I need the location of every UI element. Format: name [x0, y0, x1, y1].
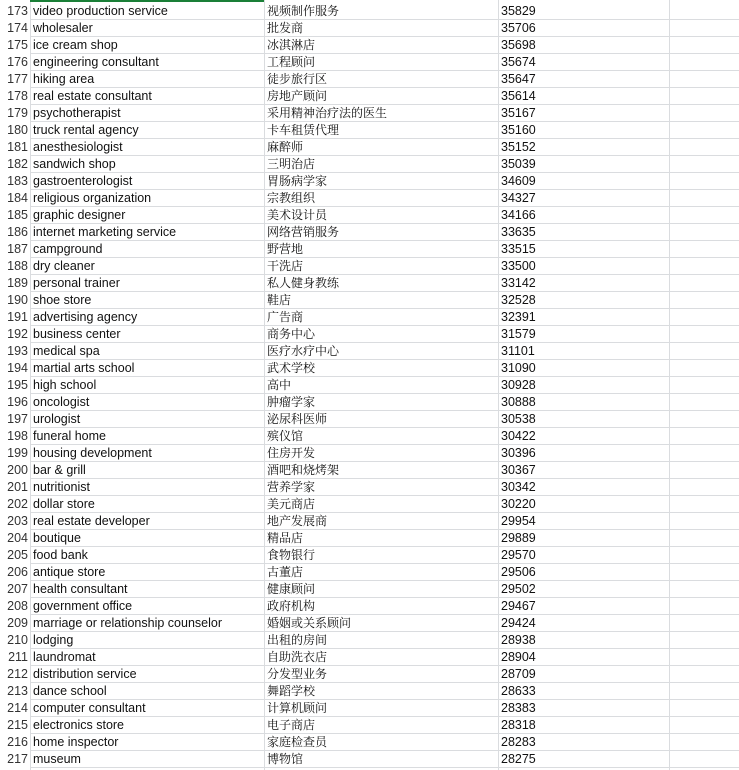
row-number[interactable]: 199 [0, 445, 30, 462]
count-cell[interactable]: 35647 [501, 72, 536, 86]
table-row[interactable] [0, 751, 739, 768]
count-cell[interactable]: 28709 [501, 667, 536, 681]
category-english-cell[interactable]: dollar store [33, 497, 95, 511]
row-number[interactable]: 202 [0, 496, 30, 513]
row-number[interactable]: 204 [0, 530, 30, 547]
table-row[interactable] [0, 564, 739, 581]
row-number[interactable]: 176 [0, 54, 30, 71]
table-row[interactable] [0, 615, 739, 632]
row-number[interactable]: 188 [0, 258, 30, 275]
category-english-cell[interactable]: lodging [33, 633, 74, 647]
category-chinese-cell[interactable]: 商务中心 [267, 327, 316, 341]
row-number[interactable]: 208 [0, 598, 30, 615]
table-row[interactable] [0, 139, 739, 156]
table-row[interactable] [0, 173, 739, 190]
row-number[interactable]: 197 [0, 411, 30, 428]
category-english-cell[interactable]: housing development [33, 446, 152, 460]
category-english-cell[interactable]: laundromat [33, 650, 96, 664]
row-number[interactable]: 212 [0, 666, 30, 683]
row-number[interactable]: 201 [0, 479, 30, 496]
row-number[interactable]: 190 [0, 292, 30, 309]
category-chinese-cell[interactable]: 工程顾问 [267, 55, 316, 69]
table-row[interactable] [0, 411, 739, 428]
category-english-cell[interactable]: government office [33, 599, 133, 613]
count-cell[interactable]: 35160 [501, 123, 536, 137]
count-cell[interactable]: 33515 [501, 242, 536, 256]
table-row[interactable] [0, 224, 739, 241]
row-number[interactable]: 174 [0, 20, 30, 37]
table-row[interactable] [0, 71, 739, 88]
category-english-cell[interactable]: engineering consultant [33, 55, 159, 69]
count-cell[interactable]: 35698 [501, 38, 536, 52]
count-cell[interactable]: 33635 [501, 225, 536, 239]
count-cell[interactable]: 30538 [501, 412, 536, 426]
table-row[interactable] [0, 105, 739, 122]
table-row[interactable] [0, 20, 739, 37]
count-cell[interactable]: 35674 [501, 55, 536, 69]
count-cell[interactable]: 32528 [501, 293, 536, 307]
row-number[interactable]: 181 [0, 139, 30, 156]
category-chinese-cell[interactable]: 营养学家 [267, 480, 316, 494]
category-chinese-cell[interactable]: 精品店 [267, 531, 304, 545]
row-number[interactable]: 185 [0, 207, 30, 224]
table-row[interactable] [0, 530, 739, 547]
count-cell[interactable]: 28904 [501, 650, 536, 664]
category-chinese-cell[interactable]: 医疗水疗中心 [267, 344, 340, 358]
table-row[interactable] [0, 377, 739, 394]
table-row[interactable] [0, 513, 739, 530]
count-cell[interactable]: 34609 [501, 174, 536, 188]
category-chinese-cell[interactable]: 徒步旅行区 [267, 72, 328, 86]
row-number[interactable]: 192 [0, 326, 30, 343]
category-chinese-cell[interactable]: 分发型业务 [267, 667, 328, 681]
row-number[interactable]: 214 [0, 700, 30, 717]
category-english-cell[interactable]: oncologist [33, 395, 90, 409]
table-row[interactable] [0, 649, 739, 666]
category-english-cell[interactable]: dry cleaner [33, 259, 95, 273]
category-chinese-cell[interactable]: 网络营销服务 [267, 225, 340, 239]
count-cell[interactable]: 29954 [501, 514, 536, 528]
category-english-cell[interactable]: gastroenterologist [33, 174, 133, 188]
row-number[interactable]: 180 [0, 122, 30, 139]
table-row[interactable] [0, 462, 739, 479]
category-english-cell[interactable]: real estate developer [33, 514, 150, 528]
row-number[interactable]: 189 [0, 275, 30, 292]
category-english-cell[interactable]: real estate consultant [33, 89, 152, 103]
table-row[interactable] [0, 275, 739, 292]
row-number[interactable]: 183 [0, 173, 30, 190]
category-chinese-cell[interactable]: 采用精神治疗法的医生 [267, 106, 388, 120]
row-number[interactable]: 216 [0, 734, 30, 751]
count-cell[interactable]: 30928 [501, 378, 536, 392]
category-english-cell[interactable]: high school [33, 378, 97, 392]
row-number[interactable]: 200 [0, 462, 30, 479]
count-cell[interactable]: 28383 [501, 701, 536, 715]
category-english-cell[interactable]: graphic designer [33, 208, 126, 222]
count-cell[interactable]: 29889 [501, 531, 536, 545]
row-number[interactable]: 187 [0, 241, 30, 258]
category-chinese-cell[interactable]: 宗教组织 [267, 191, 316, 205]
row-number[interactable]: 207 [0, 581, 30, 598]
table-row[interactable] [0, 445, 739, 462]
row-number[interactable]: 178 [0, 88, 30, 105]
row-number[interactable]: 210 [0, 632, 30, 649]
category-chinese-cell[interactable]: 高中 [267, 378, 292, 392]
row-number[interactable]: 206 [0, 564, 30, 581]
row-number[interactable]: 196 [0, 394, 30, 411]
table-row[interactable] [0, 717, 739, 734]
count-cell[interactable]: 30220 [501, 497, 536, 511]
category-english-cell[interactable]: martial arts school [33, 361, 135, 375]
category-english-cell[interactable]: ice cream shop [33, 38, 118, 52]
count-cell[interactable]: 30367 [501, 463, 536, 477]
table-row[interactable] [0, 241, 739, 258]
category-chinese-cell[interactable]: 酒吧和烧烤架 [267, 463, 340, 477]
category-english-cell[interactable]: bar & grill [33, 463, 86, 477]
table-row[interactable] [0, 734, 739, 751]
category-english-cell[interactable]: wholesaler [33, 21, 93, 35]
table-row[interactable] [0, 190, 739, 207]
row-number[interactable]: 195 [0, 377, 30, 394]
category-english-cell[interactable]: medical spa [33, 344, 100, 358]
category-english-cell[interactable]: funeral home [33, 429, 106, 443]
count-cell[interactable]: 29467 [501, 599, 536, 613]
table-row[interactable] [0, 343, 739, 360]
category-english-cell[interactable]: distribution service [33, 667, 137, 681]
category-english-cell[interactable]: computer consultant [33, 701, 146, 715]
category-chinese-cell[interactable]: 自助洗衣店 [267, 650, 328, 664]
row-number[interactable]: 215 [0, 717, 30, 734]
category-english-cell[interactable]: campground [33, 242, 103, 256]
category-english-cell[interactable]: marriage or relationship counselor [33, 616, 222, 630]
count-cell[interactable]: 29502 [501, 582, 536, 596]
row-number[interactable]: 205 [0, 547, 30, 564]
category-chinese-cell[interactable]: 食物银行 [267, 548, 316, 562]
category-chinese-cell[interactable]: 美术设计员 [267, 208, 328, 222]
table-row[interactable] [0, 394, 739, 411]
category-chinese-cell[interactable]: 肿瘤学家 [267, 395, 316, 409]
category-english-cell[interactable]: video production service [33, 4, 168, 18]
table-row[interactable] [0, 207, 739, 224]
table-row[interactable] [0, 547, 739, 564]
category-english-cell[interactable]: boutique [33, 531, 81, 545]
category-chinese-cell[interactable]: 野营地 [267, 242, 304, 256]
count-cell[interactable]: 30342 [501, 480, 536, 494]
count-cell[interactable]: 35706 [501, 21, 536, 35]
count-cell[interactable]: 29424 [501, 616, 536, 630]
row-number[interactable]: 194 [0, 360, 30, 377]
row-number[interactable]: 184 [0, 190, 30, 207]
table-row[interactable] [0, 666, 739, 683]
count-cell[interactable]: 34166 [501, 208, 536, 222]
category-chinese-cell[interactable]: 房地产顾问 [267, 89, 328, 103]
row-number[interactable]: 203 [0, 513, 30, 530]
table-row[interactable] [0, 700, 739, 717]
table-row[interactable] [0, 292, 739, 309]
category-chinese-cell[interactable]: 殡仪馆 [267, 429, 304, 443]
table-row[interactable] [0, 360, 739, 377]
table-row[interactable] [0, 88, 739, 105]
category-english-cell[interactable]: hiking area [33, 72, 95, 86]
count-cell[interactable]: 35614 [501, 89, 536, 103]
category-english-cell[interactable]: shoe store [33, 293, 92, 307]
table-row[interactable] [0, 632, 739, 649]
table-row[interactable] [0, 683, 739, 700]
count-cell[interactable]: 35167 [501, 106, 536, 120]
table-row[interactable] [0, 581, 739, 598]
category-english-cell[interactable]: food bank [33, 548, 88, 562]
category-chinese-cell[interactable]: 麻醉师 [267, 140, 304, 154]
category-chinese-cell[interactable]: 胃肠病学家 [267, 174, 328, 188]
category-chinese-cell[interactable]: 家庭检查员 [267, 735, 328, 749]
category-chinese-cell[interactable]: 武术学校 [267, 361, 316, 375]
count-cell[interactable]: 28633 [501, 684, 536, 698]
table-row[interactable] [0, 309, 739, 326]
category-english-cell[interactable]: psychotherapist [33, 106, 121, 120]
category-english-cell[interactable]: business center [33, 327, 121, 341]
category-chinese-cell[interactable]: 卡车租赁代理 [267, 123, 340, 137]
row-number[interactable]: 175 [0, 37, 30, 54]
table-row[interactable] [0, 37, 739, 54]
table-row[interactable] [0, 479, 739, 496]
row-number[interactable]: 182 [0, 156, 30, 173]
category-english-cell[interactable]: internet marketing service [33, 225, 177, 239]
category-chinese-cell[interactable]: 舞蹈学校 [267, 684, 316, 698]
row-number[interactable]: 211 [0, 649, 30, 666]
category-chinese-cell[interactable]: 干洗店 [267, 259, 304, 273]
count-cell[interactable]: 28275 [501, 752, 536, 766]
category-chinese-cell[interactable]: 视频制作服务 [267, 4, 340, 18]
category-chinese-cell[interactable]: 三明治店 [267, 157, 316, 171]
row-number[interactable]: 191 [0, 309, 30, 326]
row-number[interactable]: 198 [0, 428, 30, 445]
row-number[interactable]: 173 [0, 3, 30, 20]
category-english-cell[interactable]: health consultant [33, 582, 128, 596]
category-english-cell[interactable]: truck rental agency [33, 123, 139, 137]
category-chinese-cell[interactable]: 地产发展商 [267, 514, 328, 528]
table-row[interactable] [0, 3, 739, 20]
category-chinese-cell[interactable]: 住房开发 [267, 446, 316, 460]
row-number[interactable]: 179 [0, 105, 30, 122]
count-cell[interactable]: 30422 [501, 429, 536, 443]
category-chinese-cell[interactable]: 批发商 [267, 21, 304, 35]
table-row[interactable] [0, 326, 739, 343]
selected-column-indicator [30, 0, 264, 2]
category-chinese-cell[interactable]: 出租的房间 [267, 633, 328, 647]
count-cell[interactable]: 35829 [501, 4, 536, 18]
count-cell[interactable]: 33500 [501, 259, 536, 273]
category-chinese-cell[interactable]: 政府机构 [267, 599, 316, 613]
row-number[interactable]: 213 [0, 683, 30, 700]
table-row[interactable] [0, 428, 739, 445]
category-english-cell[interactable]: antique store [33, 565, 106, 579]
count-cell[interactable]: 30396 [501, 446, 536, 460]
table-row[interactable] [0, 122, 739, 139]
category-chinese-cell[interactable]: 鞋店 [267, 293, 292, 307]
table-row[interactable] [0, 156, 739, 173]
count-cell[interactable]: 29570 [501, 548, 536, 562]
category-english-cell[interactable]: urologist [33, 412, 81, 426]
count-cell[interactable]: 31579 [501, 327, 536, 341]
row-number[interactable]: 209 [0, 615, 30, 632]
category-english-cell[interactable]: sandwich shop [33, 157, 116, 171]
count-cell[interactable]: 32391 [501, 310, 536, 324]
category-english-cell[interactable]: museum [33, 752, 81, 766]
category-english-cell[interactable]: electronics store [33, 718, 125, 732]
category-chinese-cell[interactable]: 泌尿科医师 [267, 412, 328, 426]
category-english-cell[interactable]: personal trainer [33, 276, 120, 290]
row-number[interactable]: 217 [0, 751, 30, 768]
count-cell[interactable]: 35152 [501, 140, 536, 154]
count-cell[interactable]: 31101 [501, 344, 535, 358]
category-chinese-cell[interactable]: 私人健身教练 [267, 276, 340, 290]
count-cell[interactable]: 28283 [501, 735, 536, 749]
category-english-cell[interactable]: anesthesiologist [33, 140, 123, 154]
category-chinese-cell[interactable]: 美元商店 [267, 497, 316, 511]
category-chinese-cell[interactable]: 健康顾问 [267, 582, 316, 596]
count-cell[interactable]: 28318 [501, 718, 536, 732]
category-chinese-cell[interactable]: 古董店 [267, 565, 304, 579]
category-chinese-cell[interactable]: 冰淇淋店 [267, 38, 316, 52]
count-cell[interactable]: 31090 [501, 361, 536, 375]
count-cell[interactable]: 35039 [501, 157, 536, 171]
count-cell[interactable]: 29506 [501, 565, 536, 579]
row-number[interactable]: 177 [0, 71, 30, 88]
count-cell[interactable]: 30888 [501, 395, 536, 409]
count-cell[interactable]: 34327 [501, 191, 536, 205]
category-english-cell[interactable]: dance school [33, 684, 107, 698]
count-cell[interactable]: 28938 [501, 633, 536, 647]
category-english-cell[interactable]: home inspector [33, 735, 119, 749]
category-chinese-cell[interactable]: 计算机顾问 [267, 701, 328, 715]
table-row[interactable] [0, 54, 739, 71]
row-number[interactable]: 186 [0, 224, 30, 241]
count-cell[interactable]: 33142 [501, 276, 536, 290]
category-chinese-cell[interactable]: 电子商店 [267, 718, 316, 732]
row-number[interactable]: 193 [0, 343, 30, 360]
category-chinese-cell[interactable]: 婚姻或关系顾问 [267, 616, 352, 630]
table-row[interactable] [0, 496, 739, 513]
table-row[interactable] [0, 258, 739, 275]
category-english-cell[interactable]: advertising agency [33, 310, 138, 324]
category-english-cell[interactable]: religious organization [33, 191, 152, 205]
category-chinese-cell[interactable]: 广告商 [267, 310, 304, 324]
category-english-cell[interactable]: nutritionist [33, 480, 90, 494]
category-chinese-cell[interactable]: 博物馆 [267, 752, 304, 766]
table-row[interactable] [0, 598, 739, 615]
